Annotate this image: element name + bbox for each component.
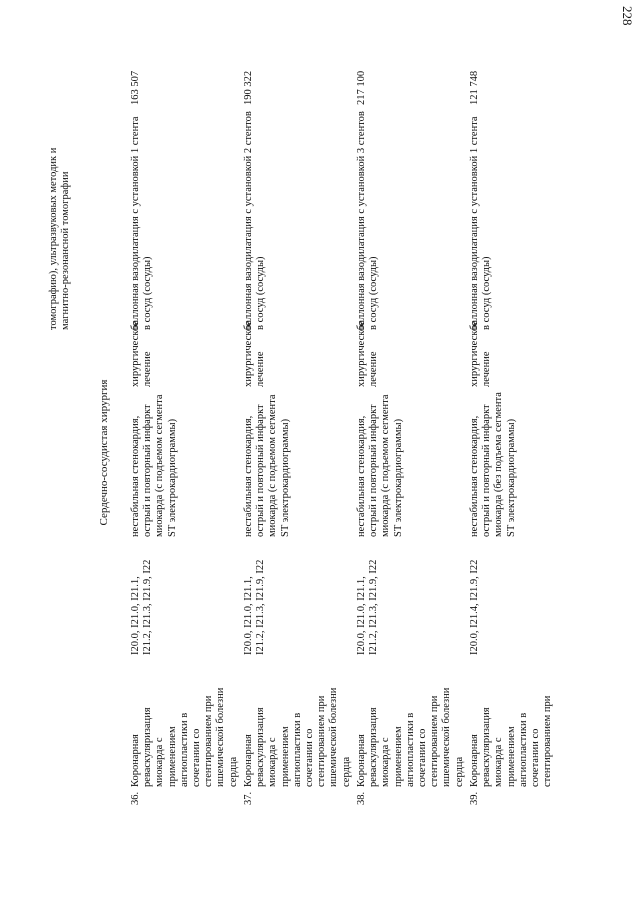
intervention-group: Коронарная реваскуляризация миокарда с применением ангиопластики в сочетании со стентированием при [469,695,554,787]
diagnosis: нестабильная стенокардия, острый и повторный инфаркт миокарда (с подъемом сегмента ST электрокардиограммы) [356,394,404,537]
treatment-method: баллонная вазодилатация с установкой 3 стентов в сосуд (сосуды) [356,111,380,330]
diagnosis: нестабильная стенокардия, острый и повторный инфаркт миокарда (без подъема сегмента ST электрокардиограммы) [469,392,517,537]
row-number: 38. [356,791,367,805]
icd-codes: I20.0, I21.0, I21.1, I21.2, I21.3, I21.9, I22 [356,559,380,655]
table-row [469,0,579,905]
icd-codes: I20.0, I21.0, I21.1, I21.2, I21.3, I21.9, I22 [243,559,267,655]
continued-method-text: томографию), ультразвуковых методик и магнитно-резонансной томографии [48,147,72,330]
price: 190 322 [243,70,254,105]
row-number: 36. [130,791,141,805]
treatment-method: баллонная вазодилатация с установкой 2 стентов в сосуд (сосуды) [243,111,267,330]
price: 163 507 [130,70,141,105]
table-row [243,0,353,905]
treatment-method: баллонная вазодилатация с установкой 1 стента в сосуд (сосуды) [469,116,493,330]
treatment-type: хирургическое лечение [243,321,267,387]
price: 121 748 [469,70,480,105]
diagnosis: нестабильная стенокардия, острый и повторный инфаркт миокарда (с подъемом сегмента ST электрокардиограммы) [130,394,178,537]
price: 217 100 [356,70,367,105]
row-number: 39. [469,791,480,805]
icd-codes: I20.0, I21.0, I21.1, I21.2, I21.3, I21.9, I22 [130,559,154,655]
treatment-type: хирургическое лечение [356,321,380,387]
table-row [130,0,240,905]
section-title: Сердечно-сосудистая хирургия [98,379,110,526]
treatment-method: баллонная вазодилатация с установкой 1 стента в сосуд (сосуды) [130,116,154,330]
treatment-type: хирургическое лечение [130,321,154,387]
row-number: 37. [243,791,254,805]
icd-codes: I20.0, I21.4, I21.9, I22 [469,559,480,655]
diagnosis: нестабильная стенокардия, острый и повторный инфаркт миокарда (с подъемом сегмента ST электрокардиограммы) [243,394,291,537]
table-row [356,0,466,905]
intervention-group: Коронарная реваскуляризация миокарда с применением ангиопластики в сочетании со стентированием при ишемической болезни сердца [356,687,465,787]
intervention-group: Коронарная реваскуляризация миокарда с применением ангиопластики в сочетании со стентированием при ишемической болезни сердца [243,687,352,787]
page-number: 228 [620,6,635,26]
treatment-type: хирургическое лечение [469,321,493,387]
intervention-group: Коронарная реваскуляризация миокарда с применением ангиопластики в сочетании со стентированием при ишемической болезни сердца [130,687,239,787]
